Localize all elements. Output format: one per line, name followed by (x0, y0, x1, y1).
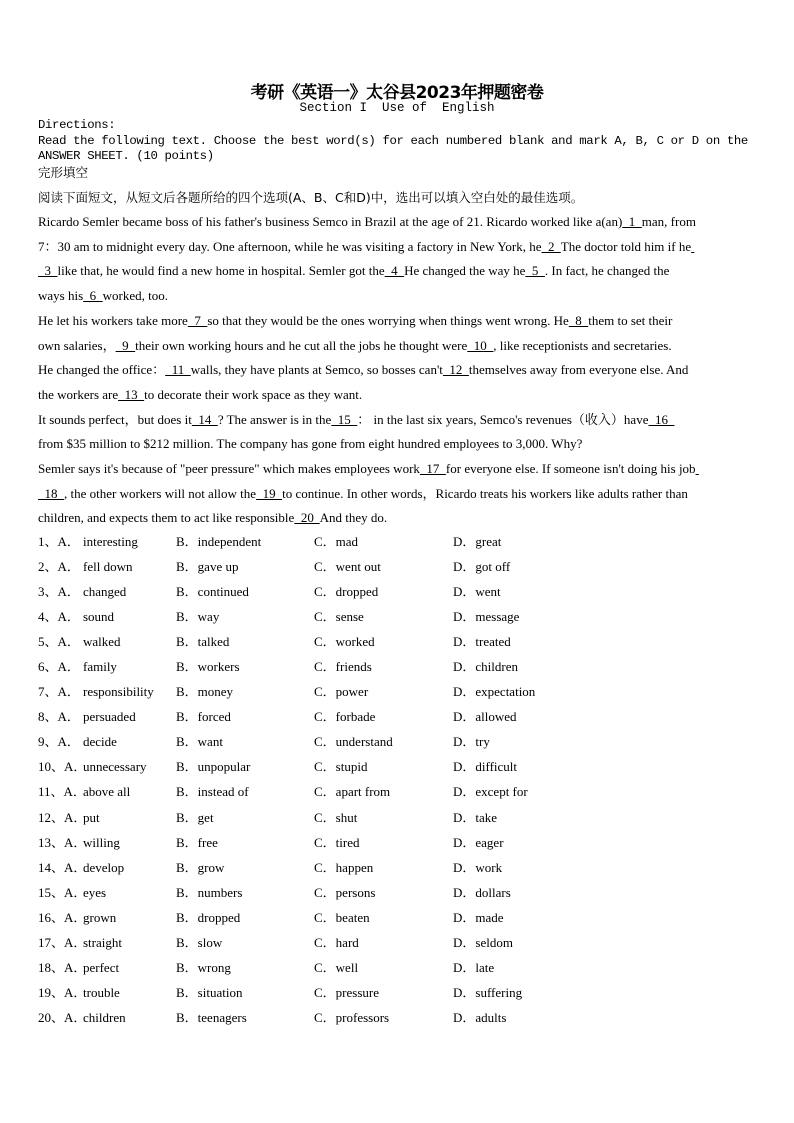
option-a: straight (83, 934, 122, 950)
option-d: D．went (453, 584, 501, 600)
question-number: 18、A． (38, 959, 87, 975)
passage-line (38, 259, 768, 284)
option-c: C．sense (314, 609, 364, 625)
option-d: D．treated (453, 634, 511, 650)
option-d: D．work (453, 859, 503, 875)
option-a: sound (83, 609, 115, 625)
question-row (38, 529, 738, 554)
passage-text: for everyone else. If someone isn't doing his job (445, 461, 696, 477)
option-c: C．apart from (314, 784, 391, 800)
option-c: C．hard (314, 934, 359, 950)
cloze-passage (38, 210, 768, 531)
passage-text: The doctor told him if he (560, 238, 692, 254)
option-a: unnecessary (83, 759, 147, 775)
section-heading: Section I Use of English (299, 101, 495, 115)
passage-text: 7：30 am to midnight every day. One afternoon, while he was visiting a factory in New York, he (38, 238, 542, 254)
option-a: put (83, 809, 100, 825)
question-row (38, 830, 738, 855)
passage-text: to decorate their work space as they want. (144, 386, 363, 402)
option-d: D．made (453, 909, 504, 925)
option-c: C．forbade (314, 709, 376, 725)
passage-text: to continue. In other words，Ricardo treats his workers like adults rather than (282, 485, 688, 501)
answer-options (38, 529, 738, 1030)
passage-line (38, 358, 768, 383)
option-a: changed (83, 584, 127, 600)
option-d: D．great (453, 534, 502, 549)
option-b: B．independent (176, 534, 262, 549)
option-b: B．unpopular (176, 759, 251, 775)
option-a: decide (83, 734, 117, 750)
passage-line (38, 432, 768, 457)
question-number: 7、A． (38, 684, 80, 700)
passage-line (38, 383, 768, 408)
question-row (38, 955, 738, 980)
option-c: C．mad (314, 534, 359, 549)
option-a: persuaded (83, 709, 136, 725)
passage-text: . In fact, he changed the (544, 263, 670, 279)
option-d: D．dollars (453, 884, 511, 900)
option-d: D．except for (453, 784, 528, 800)
question-row (38, 1005, 738, 1030)
option-a: willing (83, 834, 120, 850)
blank: 9 (115, 337, 136, 353)
question-row (38, 554, 738, 579)
blank: 10 (467, 337, 494, 353)
passage-text: , like receptionists and secretaries. (493, 337, 672, 353)
option-b: B．talked (176, 634, 230, 650)
question-row (38, 729, 738, 754)
option-d: D．children (453, 659, 518, 675)
passage-line (38, 482, 768, 507)
option-a: eyes (83, 884, 107, 900)
blank: 11 (165, 362, 191, 378)
passage-line (38, 457, 768, 482)
question-row (38, 905, 738, 930)
question-number: 4、A． (38, 609, 80, 625)
question-row (38, 980, 738, 1005)
question-row (38, 855, 738, 880)
passage-text: He let his workers take more (38, 312, 188, 328)
passage-text: so that they would be the ones worrying when things went wrong. He (207, 312, 569, 328)
question-number: 2、A． (38, 559, 80, 575)
passage-text: the workers are (38, 386, 119, 402)
instructions-chinese: 阅读下面短文，从短文后各题所给的四个选项(A、B、C和D)中，选出可以填入空白处的最佳选项。 (38, 190, 584, 205)
passage-line (38, 309, 768, 334)
question-row (38, 579, 738, 604)
option-c: C．friends (314, 659, 372, 675)
option-c: C．dropped (314, 584, 379, 600)
option-b: B．way (176, 609, 220, 625)
option-c: C．shut (314, 809, 358, 825)
option-b: B．free (176, 834, 218, 850)
option-a: above all (83, 784, 131, 800)
question-number: 1、A． (38, 534, 80, 549)
question-number: 15、A． (38, 884, 87, 900)
blank: 2 (541, 238, 561, 254)
passage-text: ways his (38, 288, 84, 304)
blank: 15 (331, 411, 358, 427)
option-a: interesting (83, 534, 138, 549)
passage-text: It sounds perfect，but does it (38, 411, 192, 427)
question-type: 完形填空 (38, 164, 89, 180)
blank: 17 (419, 461, 446, 477)
option-a: perfect (83, 959, 120, 975)
passage-text: walls, they have plants at Semco, so bosses can't (190, 362, 443, 378)
blank: 8 (568, 312, 589, 328)
question-row (38, 654, 738, 679)
passage-text: Ricardo Semler became boss of his father's business Semco in Brazil at the age of 21. Ricardo worked like a(an) (38, 214, 623, 229)
blank: 12 (442, 362, 469, 378)
blank: 3 (38, 263, 58, 279)
passage-text: He changed the office： (38, 362, 166, 378)
question-number: 20、A． (38, 1009, 87, 1025)
passage-text: He changed the way he (404, 263, 526, 279)
question-number: 10、A． (38, 759, 87, 775)
passage-text: worked, too. (102, 288, 168, 304)
option-b: B．forced (176, 709, 231, 725)
question-row (38, 880, 738, 905)
blank: 7 (187, 312, 208, 328)
question-row (38, 754, 738, 779)
option-a: children (83, 1009, 126, 1025)
blank: 14 (191, 411, 218, 427)
option-c: C．went out (314, 559, 381, 575)
passage-text: ： in the last six years, Semco's revenues（收入）have (357, 411, 649, 427)
question-number: 14、A． (38, 859, 87, 875)
blank (691, 239, 694, 254)
option-d: D．seldom (453, 934, 513, 950)
blank: 13 (118, 386, 145, 402)
option-d: D．suffering (453, 984, 523, 1000)
option-b: B．continued (176, 584, 249, 600)
passage-text: And they do. (319, 510, 388, 526)
option-a: family (83, 659, 117, 675)
option-c: C．worked (314, 634, 375, 650)
question-number: 19、A． (38, 984, 87, 1000)
passage-text: ? The answer is in the (217, 411, 332, 427)
option-d: D．expectation (453, 684, 536, 700)
option-d: D．allowed (453, 709, 517, 725)
passage-text: children, and expects them to act like responsible (38, 510, 295, 526)
question-row (38, 930, 738, 955)
option-c: C．beaten (314, 909, 370, 925)
option-b: B．grow (176, 859, 225, 875)
question-number: 17、A． (38, 934, 87, 950)
option-a: responsibility (83, 684, 154, 700)
option-b: B．situation (176, 984, 243, 1000)
option-d: D．adults (453, 1009, 507, 1025)
option-b: B．teenagers (176, 1009, 247, 1025)
option-d: D．difficult (453, 759, 518, 775)
passage-line (38, 408, 768, 433)
passage-text: them to set their (588, 312, 673, 328)
question-row (38, 704, 738, 729)
option-a: trouble (83, 984, 120, 1000)
question-row (38, 604, 738, 629)
option-c: C．tired (314, 834, 360, 850)
option-b: B．money (176, 684, 234, 700)
option-a: grown (83, 909, 117, 925)
option-a: walked (83, 634, 121, 650)
passage-text: Semler says it's because of "peer pressure" which makes employees work (38, 461, 420, 477)
option-b: B．want (176, 734, 223, 750)
blank: 4 (384, 263, 405, 279)
passage-text: from $35 million to $212 million. The company has gone from eight hundred employees to 3,000. Why? (38, 436, 583, 452)
directions-label: Directions: (38, 118, 116, 132)
directions-text: ANSWER SHEET. (10 points) (38, 149, 214, 163)
passage-text: their own working hours and he cut all the jobs he thought were (135, 337, 468, 353)
option-b: B．gave up (176, 559, 239, 575)
passage-line (38, 506, 768, 531)
option-b: B．get (176, 809, 214, 825)
option-c: C．pressure (314, 984, 379, 1000)
passage-text: man, from (641, 214, 696, 229)
passage-line (38, 334, 768, 359)
question-number: 3、A． (38, 584, 80, 600)
passage-text: , the other workers will not allow the (64, 485, 257, 501)
directions (38, 118, 758, 180)
option-d: D．message (453, 609, 520, 625)
option-b: B．slow (176, 934, 223, 950)
blank: 20 (294, 510, 320, 526)
passage-line (38, 235, 768, 260)
blank: 18 (38, 485, 64, 501)
passage-text: own salaries， (38, 337, 116, 353)
option-d: D．take (453, 809, 498, 825)
blank: 16 (648, 411, 675, 427)
question-row (38, 779, 738, 804)
passage-line (38, 284, 768, 309)
option-b: B．wrong (176, 959, 231, 975)
option-c: C．understand (314, 734, 393, 750)
option-c: C．stupid (314, 759, 368, 775)
question-number: 12、A． (38, 809, 87, 825)
question-number: 5、A． (38, 634, 80, 650)
passage-text: like that, he would find a new home in hospital. Semler got the (57, 263, 385, 279)
option-b: B．instead of (176, 784, 249, 800)
question-row (38, 805, 738, 830)
page-title: 考研《英语一》太谷县2023年押题密卷 (250, 83, 544, 103)
option-b: B．numbers (176, 884, 243, 900)
option-d: D．try (453, 734, 490, 750)
blank: 19 (256, 485, 283, 501)
option-a: develop (83, 859, 125, 875)
option-c: C．well (314, 959, 359, 975)
question-number: 11、A． (38, 784, 86, 800)
question-row (38, 679, 738, 704)
blank (696, 461, 699, 476)
passage-text: themselves away from everyone else. And (468, 362, 689, 378)
question-number: 13、A． (38, 834, 87, 850)
directions-text: Read the following text. Choose the best word(s) for each numbered blank and mark A, B, C or D on the (38, 133, 748, 148)
option-d: D．got off (453, 559, 511, 575)
question-number: 8、A． (38, 709, 80, 725)
blank: 1 (622, 214, 642, 229)
blank: 6 (83, 288, 103, 304)
option-c: C．happen (314, 859, 374, 875)
option-c: C．power (314, 684, 369, 700)
option-c: C．persons (314, 884, 376, 900)
question-row (38, 629, 738, 654)
option-c: C．professors (314, 1009, 390, 1025)
passage-line (38, 210, 768, 235)
blank: 5 (525, 263, 545, 279)
option-a: fell down (83, 559, 133, 575)
option-b: B．dropped (176, 909, 241, 925)
question-number: 16、A． (38, 909, 87, 925)
option-d: D．eager (453, 834, 504, 850)
option-d: D．late (453, 959, 495, 975)
question-number: 9、A． (38, 734, 80, 750)
question-number: 6、A． (38, 659, 80, 675)
option-b: B．workers (176, 659, 240, 675)
